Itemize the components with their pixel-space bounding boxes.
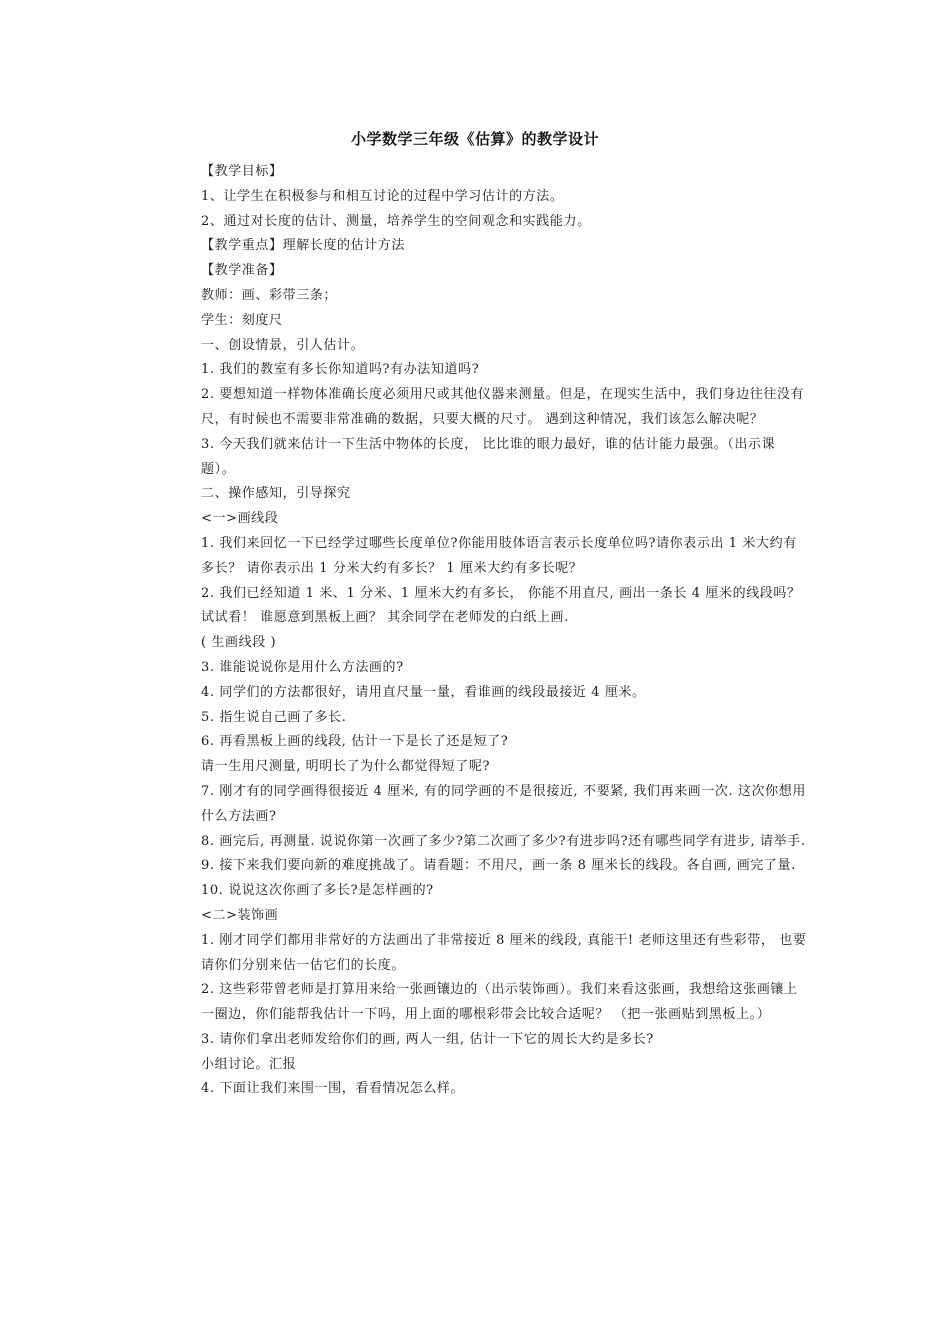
paragraph: 3. 请你们拿出老师发给你们的画, 两人一组, 估计一下它的周长大约是多长?: [201, 1031, 654, 1047]
paragraph: 4. 同学们的方法都很好，请用直尺量一量，看谁画的线段最接近 4 厘米。: [201, 684, 646, 700]
paragraph: ( 生画线段 ): [201, 635, 277, 651]
document-title: 小学数学三年级《估算》的教学设计: [350, 130, 599, 148]
paragraph: <二>装饰画: [201, 907, 279, 923]
paragraph: 7. 刚才有的同学画得很接近 4 厘米, 有的同学画的不是很接近, 不要紧, 我们再来画一次. 这次你想用什么方法画?: [201, 783, 806, 824]
paragraph: 请一生用尺测量, 明明长了为什么都觉得短了呢?: [201, 759, 491, 775]
paragraph: 一、创设情景，引人估计。: [201, 337, 365, 353]
paragraph: 1. 我们来回忆一下已经学过哪些长度单位?你能用肢体语言表示长度单位吗?请你表示出 1 米大约有多长？ 请你表示出 1 分米大约有多长？ 1 厘米大约有多长呢？: [201, 535, 797, 576]
paragraph: 2. 这些彩带曾老师是打算用来给一张画镶边的（出示装饰画）。我们来看这张画，我想给这张画镶上一圈边，你们能帮我估计一下吗，用上面的哪根彩带会比较合适呢？ （把一张画贴到黑板上。）: [201, 982, 798, 1023]
paragraph: 1. 我们的教室有多长你知道吗?有办法知道吗?: [201, 362, 480, 378]
paragraph: 二、操作感知，引导探究: [201, 486, 351, 502]
paragraph: 9. 接下来我们要向新的难度挑战了。请看题：不用尺，画一条 8 厘米长的线段。各自画, 画完了量.: [201, 858, 796, 874]
paragraph: 【教学重点】理解长度的估计方法: [201, 238, 406, 254]
paragraph: 【教学目标】: [201, 164, 283, 179]
document-body: [201, 160, 809, 1102]
paragraph: 学生：刻度尺: [201, 312, 283, 328]
paragraph: 小组讨论。汇报: [201, 1056, 297, 1072]
paragraph: 2、通过对长度的估计、测量，培养学生的空间观念和实践能力。: [201, 213, 591, 229]
paragraph: 5. 指生说自己画了多长.: [201, 709, 347, 725]
paragraph: 3. 谁能说说你是用什么方法画的?: [201, 659, 404, 675]
paragraph: 1、让学生在积极参与和相互讨论的过程中学习估计的方法。: [201, 188, 564, 204]
paragraph: 2. 要想知道一样物体准确长度必须用尺或其他仪器来测量。但是，在现实生活中，我们身边往往没有尺，有时候也不需要非常准确的数据，只要大概的尺寸。 遇到这种情况，我们该怎么解决呢？: [201, 387, 805, 427]
paragraph: <一>画线段: [201, 511, 279, 527]
paragraph: 4. 下面让我们来围一围，看看情况怎么样。: [201, 1081, 465, 1097]
paragraph: 2. 我们已经知道 1 米、1 分米、1 厘米大约有多长， 你能不用直尺, 画出一条长 4 厘米的线段吗？试试看！ 谁愿意到黑板上画？ 其余同学在老师发的白纸上画.: [201, 585, 801, 626]
paragraph: 1. 刚才同学们都用非常好的方法画出了非常接近 8 厘米的线段, 真能干! 老师这里还有些彩带， 也要请你们分别来估一估它们的长度。: [201, 932, 807, 973]
paragraph: 3. 今天我们就来估计一下生活中物体的长度， 比比谁的眼力最好，谁的估计能力最强。（出示课题）。: [201, 436, 776, 477]
paragraph: 8. 画完后, 再测量. 说说你第一次画了多少?第二次画了多少?有进步吗?还有哪些同学有进步, 请举手.: [201, 833, 806, 849]
paragraph: 6. 再看黑板上画的线段, 估计一下是长了还是短了?: [201, 734, 509, 750]
paragraph: 10. 说说这次你画了多长?是怎样画的?: [201, 883, 434, 899]
paragraph: 【教学准备】: [201, 263, 283, 279]
paragraph: 教师：画、彩带三条；: [201, 287, 338, 303]
